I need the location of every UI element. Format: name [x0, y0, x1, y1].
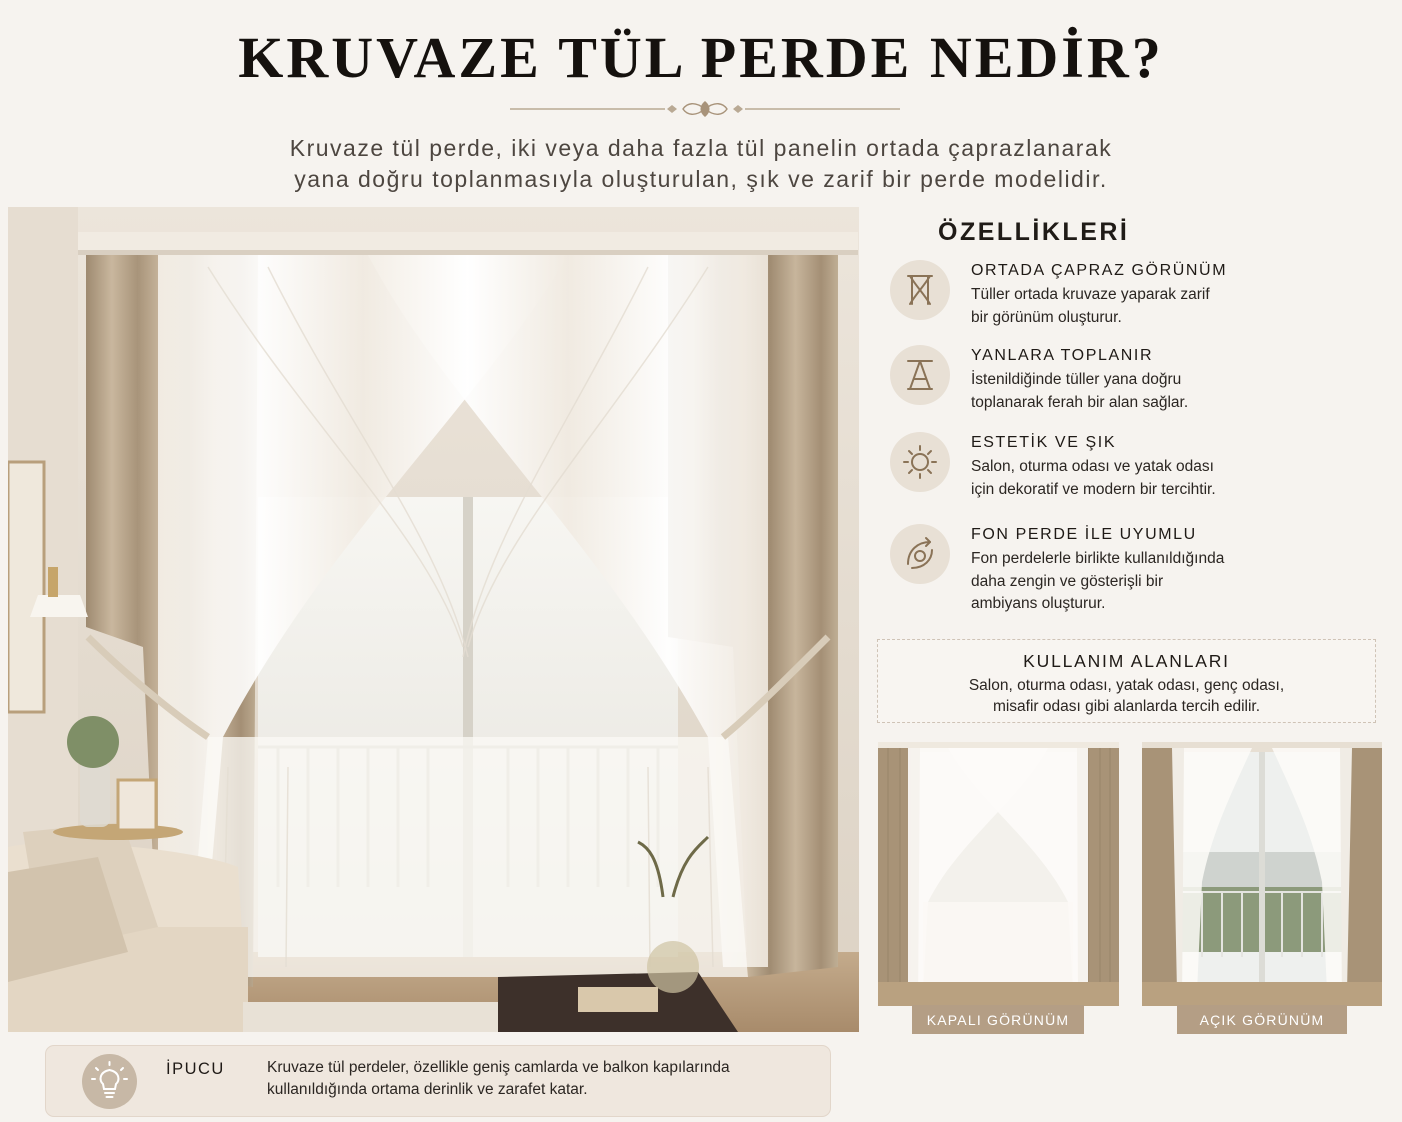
- feature-title: ESTETİK VE ŞIK: [971, 434, 1117, 451]
- usage-desc-line: misafir odası gibi alanlarda tercih edilir.: [992, 698, 1261, 715]
- intro-line: yana doğru toplanmasıyla oluşturulan, şık ve zarif bir perde modelidir.: [294, 166, 1108, 192]
- usage-desc-line: Salon, oturma odası, yatak odası, genç odası,: [968, 677, 1285, 694]
- feature-desc-line: İstenildiğinde tüller yana doğru: [971, 371, 1182, 388]
- intro-line: Kruvaze tül perde, iki veya daha fazla tül panelin ortada çaprazlanarak: [289, 135, 1113, 161]
- open-view-photo: [1142, 742, 1382, 1006]
- feature-title: YANLARA TOPLANIR: [971, 347, 1154, 364]
- feature-desc-line: Fon perdelerle birlikte kullanıldığında: [971, 550, 1225, 567]
- title-ornament: [505, 98, 905, 120]
- usage-description: [878, 675, 1375, 717]
- feature-desc-line: daha zengin ve gösterişli bir: [971, 572, 1164, 590]
- tip-box: [45, 1045, 831, 1117]
- cross-curtain-icon: [890, 260, 950, 320]
- tip-label: İPUCU: [166, 1060, 225, 1078]
- tip-text-line: Kruvaze tül perdeler, özellikle geniş camlarda ve balkon kapılarında: [267, 1059, 730, 1076]
- lightbulb-icon: [82, 1054, 137, 1109]
- feature-desc-line: Tüller ortada kruvaze yaparak zarif: [971, 286, 1210, 303]
- main-curtain-photo: [8, 207, 859, 1032]
- feature-description: [971, 456, 1301, 501]
- feature-description: [971, 548, 1301, 616]
- tip-text: [267, 1057, 827, 1101]
- features-heading: ÖZELLİKLERİ: [938, 218, 1130, 246]
- feature-title: ORTADA ÇAPRAZ GÖRÜNÜM: [971, 262, 1228, 279]
- sun-curtain-icon: [890, 432, 950, 492]
- feature-desc-line: Salon, oturma odası ve yatak odası: [971, 458, 1214, 475]
- feature-desc-line: ambiyans oluşturur.: [971, 595, 1106, 612]
- gathered-curtain-icon: [890, 345, 950, 405]
- page-title: KRUVAZE TÜL PERDE NEDİR?: [238, 25, 1164, 90]
- usage-areas-box: [877, 639, 1376, 723]
- tip-text-line: kullanıldığında ortama derinlik ve zarafet katar.: [267, 1081, 588, 1098]
- feature-desc-line: toplanarak ferah bir alan sağlar.: [971, 393, 1189, 411]
- feature-description: [971, 284, 1301, 329]
- feature-desc-line: için dekoratif ve modern bir tercihtir.: [971, 480, 1216, 498]
- feature-description: [971, 369, 1301, 414]
- layered-curtain-icon: [890, 524, 950, 584]
- feature-title: FON PERDE İLE UYUMLU: [971, 526, 1197, 543]
- closed-view-label: KAPALI GÖRÜNÜM: [912, 1005, 1084, 1034]
- intro-text: [0, 133, 1402, 195]
- open-view-label: AÇIK GÖRÜNÜM: [1177, 1005, 1347, 1034]
- closed-view-photo: [878, 742, 1119, 1006]
- feature-desc-line: bir görünüm oluşturur.: [971, 308, 1122, 326]
- usage-title: KULLANIM ALANLARI: [1023, 651, 1230, 671]
